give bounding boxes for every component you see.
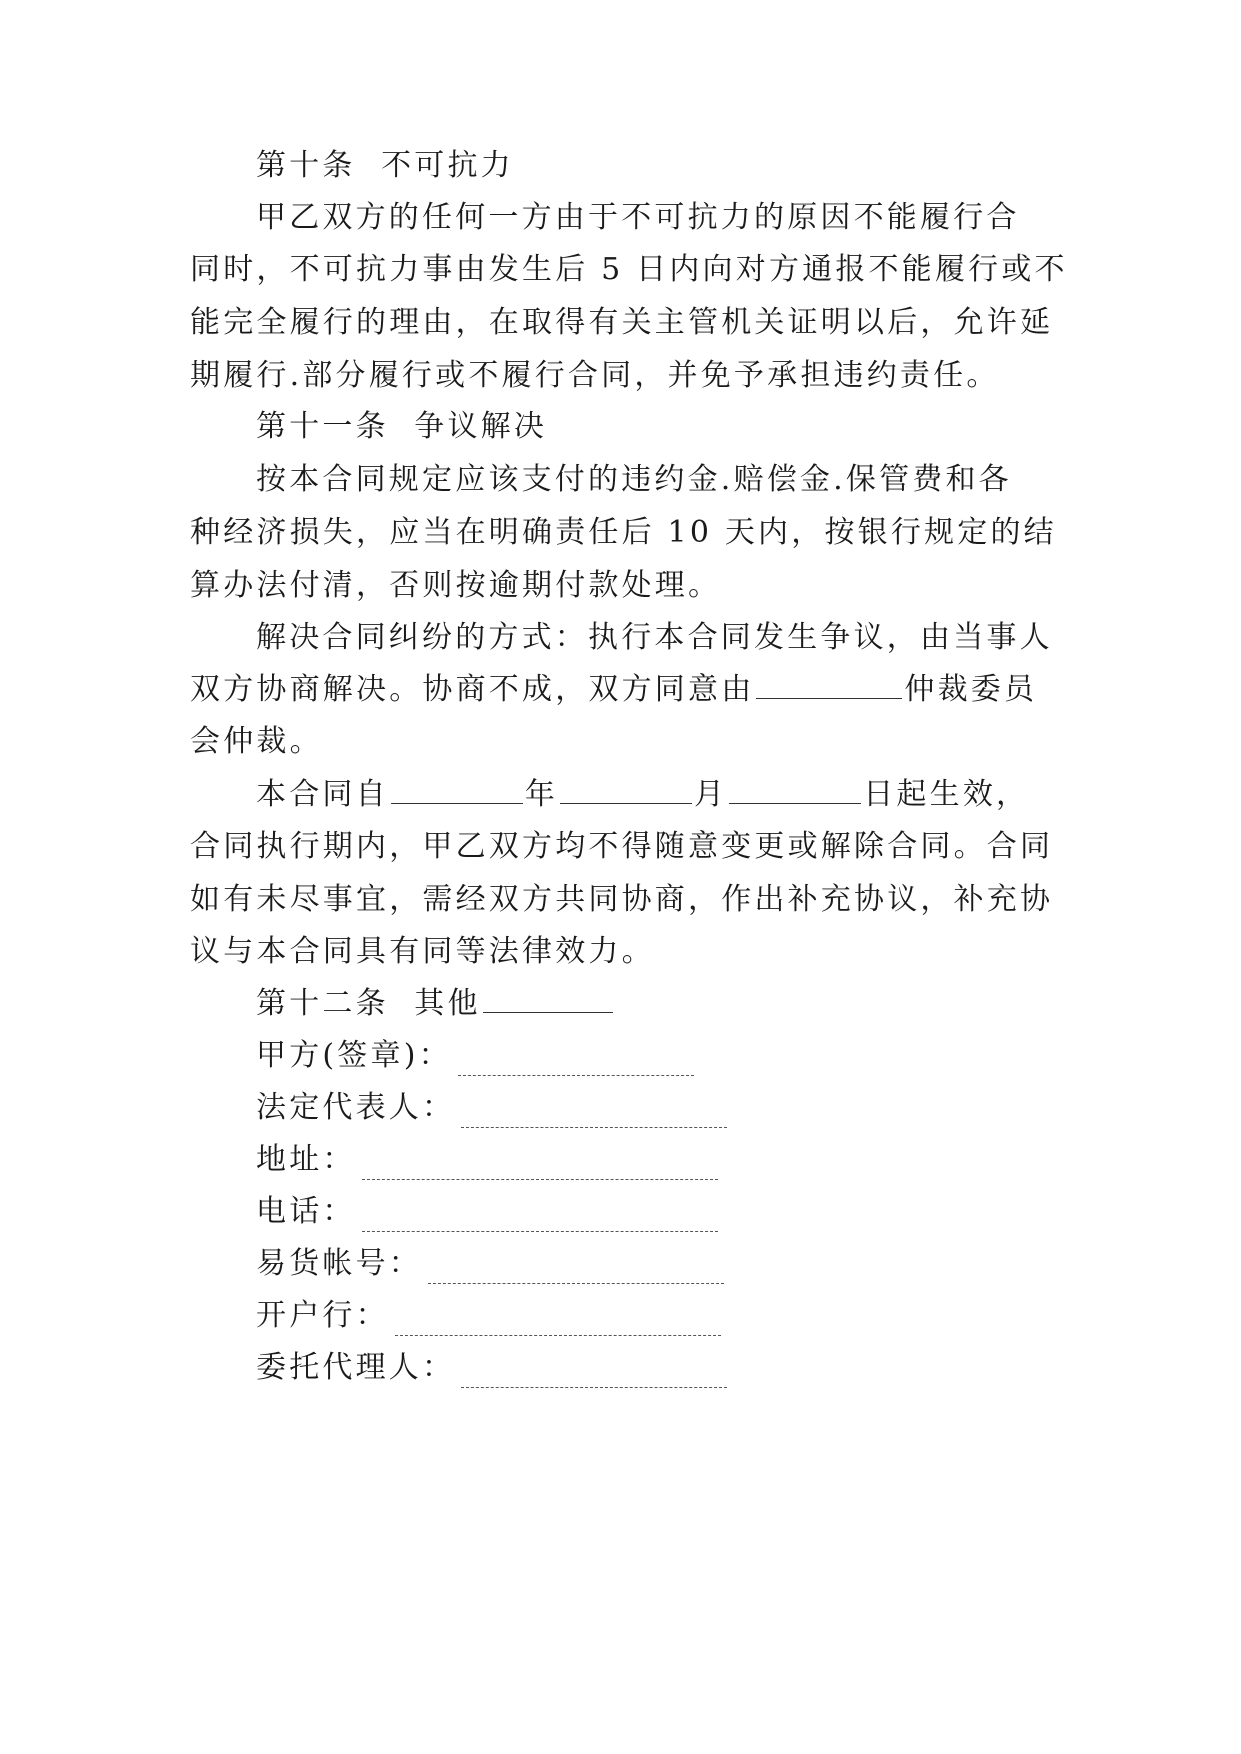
sig-account-field[interactable]	[428, 1257, 724, 1284]
sig-phone-label: 电话：	[256, 1194, 356, 1229]
article11-heading: 第十一条 争议解决	[256, 409, 548, 444]
article10-line-2: 同时，不可抗力事由发生后 5 日内向对方通报不能履行或不	[190, 252, 1068, 287]
effective-year-label: 年	[524, 777, 559, 812]
sig-agent-field[interactable]	[461, 1361, 727, 1388]
article11-para3-line-3: 如有未尽事宜，需经双方共同协商，作出补充协议，补充协	[190, 882, 1054, 917]
sig-address-label: 地址：	[256, 1142, 356, 1177]
article11-para1-line-1: 按本合同规定应该支付的违约金.赔偿金.保管费和各	[256, 462, 1012, 497]
article12-other-blank[interactable]	[483, 984, 613, 1013]
article10-heading: 第十条 不可抗力	[256, 148, 514, 183]
article11-para1-line-3: 算办法付清，否则按逾期付款处理。	[190, 568, 722, 603]
sig-legal-rep-field[interactable]	[461, 1101, 727, 1128]
article11-para1-line-2: 种经济损失，应当在明确责任后 10 天内，按银行规定的结	[190, 515, 1057, 550]
article11-para3-line-2: 合同执行期内，甲乙双方均不得随意变更或解除合同。合同	[190, 829, 1054, 864]
sig-account-row	[256, 1244, 724, 1284]
sig-party-a-row	[256, 1036, 694, 1076]
sig-party-a-label: 甲方(签章)：	[256, 1038, 452, 1073]
article11-para2-line-2-before: 双方协商解决。协商不成，双方同意由	[190, 672, 755, 707]
sig-bank-label: 开户行：	[256, 1298, 389, 1333]
sig-address-field[interactable]	[362, 1153, 718, 1180]
arbitration-commission-blank[interactable]	[756, 670, 902, 699]
sig-phone-field[interactable]	[362, 1205, 718, 1232]
article11-para3-line-1	[256, 775, 1029, 815]
sig-legal-rep-row	[256, 1088, 727, 1128]
article11-para2-line-3: 会仲裁。	[190, 724, 323, 759]
sig-party-a-field[interactable]	[458, 1049, 694, 1076]
sig-agent-label: 委托代理人：	[256, 1350, 456, 1385]
article12-heading-line	[256, 984, 615, 1024]
article11-para3-line-4: 议与本合同具有同等法律效力。	[190, 934, 655, 969]
effective-day-suffix: 日起生效，	[863, 777, 1030, 812]
effective-year-blank[interactable]	[391, 775, 523, 804]
article10-line-4: 期履行.部分履行或不履行合同，并免予承担违约责任。	[190, 358, 1000, 393]
article12-heading: 第十二条 其他	[256, 986, 481, 1021]
sig-bank-row	[256, 1296, 721, 1336]
effective-day-blank[interactable]	[729, 775, 861, 804]
effective-date-prefix: 本合同自	[256, 777, 389, 812]
sig-address-row	[256, 1140, 718, 1180]
article11-para2-line-1: 解决合同纠纷的方式：执行本合同发生争议，由当事人	[256, 620, 1053, 655]
article11-para2-line-2-after: 仲裁委员	[904, 672, 1038, 707]
sig-bank-field[interactable]	[395, 1309, 721, 1336]
article10-line-1: 甲乙双方的任何一方由于不可抗力的原因不能履行合	[256, 200, 1020, 235]
sig-phone-row	[256, 1192, 718, 1232]
sig-legal-rep-label: 法定代表人：	[256, 1090, 456, 1125]
effective-month-label: 月	[694, 777, 728, 812]
sig-agent-row	[256, 1348, 727, 1388]
article11-para2-line-2	[190, 670, 1037, 710]
article10-line-3: 能完全履行的理由，在取得有关主管机关证明以后，允许延	[190, 305, 1054, 340]
effective-month-blank[interactable]	[560, 775, 692, 804]
sig-account-label: 易货帐号：	[256, 1246, 422, 1281]
